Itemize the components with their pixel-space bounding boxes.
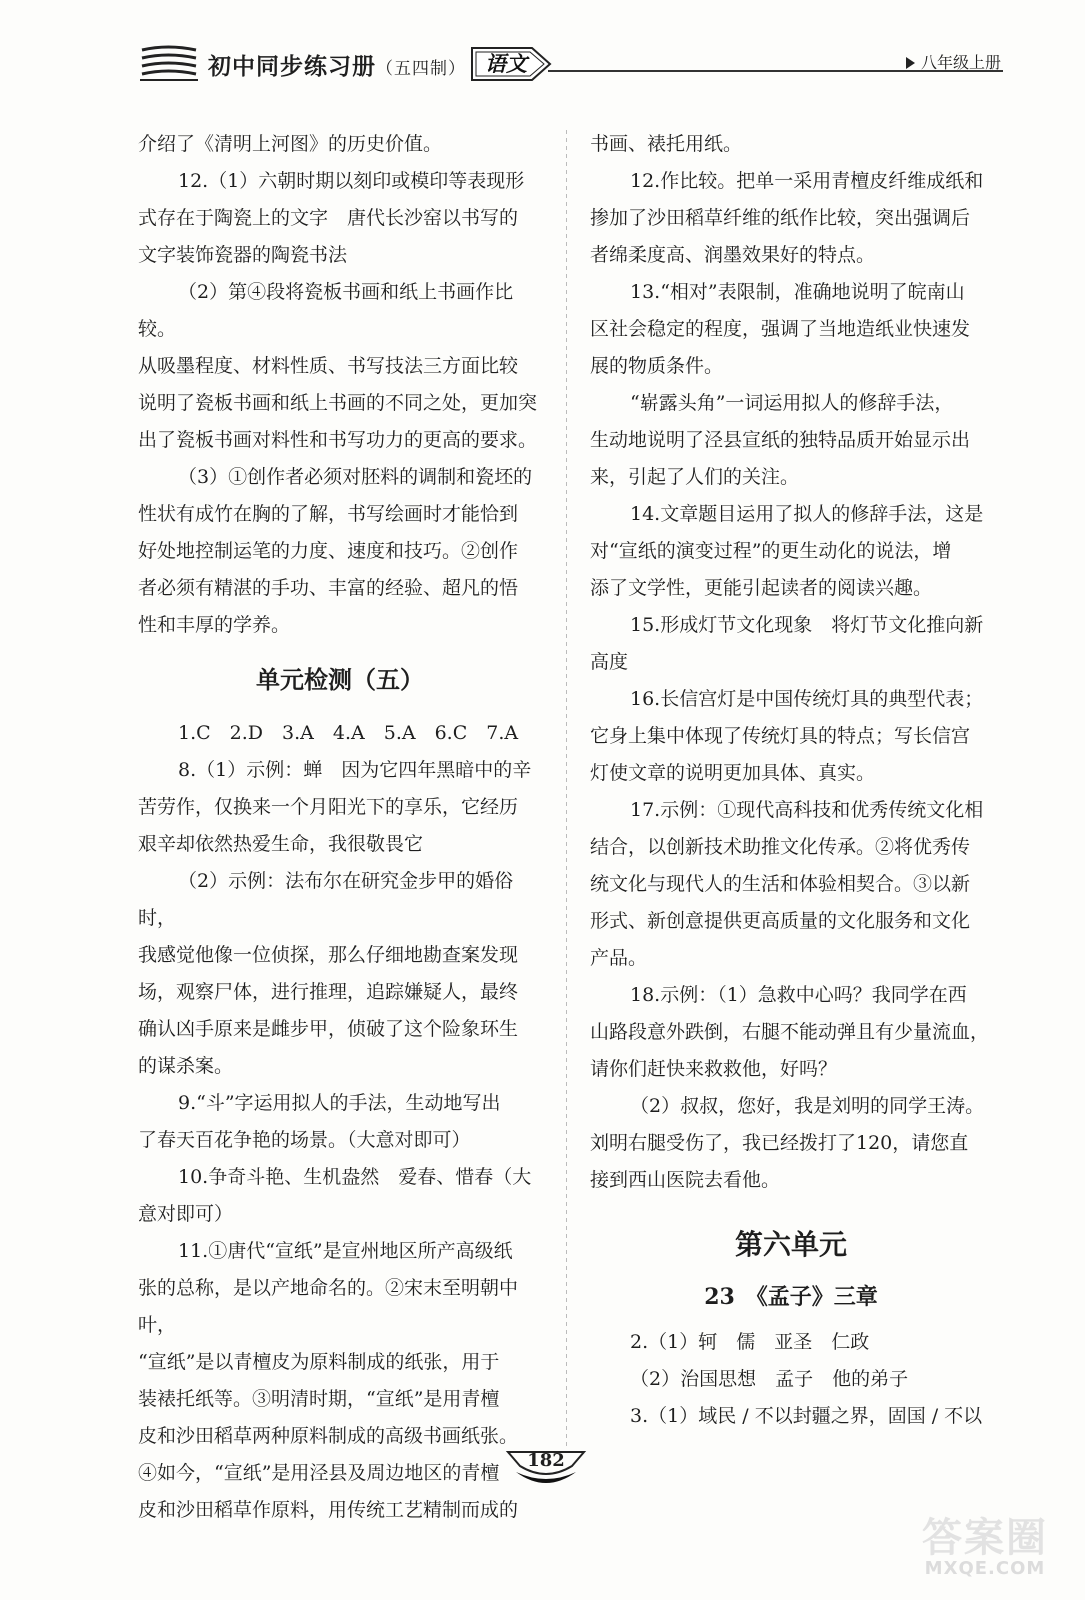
page-number: 182 (527, 1450, 565, 1471)
answer-line: 产品。 (590, 947, 648, 969)
page-number-badge (502, 1448, 590, 1492)
watermark-logo-text: 答案圈 (922, 1515, 1048, 1561)
answer-line: 统文化与现代人的生活和体验相契合。③以新 (590, 873, 971, 895)
answer-line: 添了文学性，更能引起读者的阅读兴趣。 (590, 577, 933, 599)
answer-line: 确认凶手原来是雌步甲，侦破了这个险象环生 (138, 1018, 519, 1040)
answer-line: （2）示例：法布尔在研究金步甲的婚俗时， (138, 870, 514, 929)
answer-line: 文字装饰瓷器的陶瓷书法 (138, 244, 348, 266)
answer-line: 12.作比较。把单一采用青檀皮纤维成纸和 (630, 170, 984, 192)
answer-line: 好处地控制运笔的力度、速度和技巧。②创作 (138, 540, 519, 562)
answer-line: 者必须有精湛的手功、丰富的经验、超凡的悟 (138, 577, 519, 599)
answer-line: 苦劳作，仅换来一个月阳光下的享乐，它经历 (138, 796, 519, 818)
answer-line: 我感觉他像一位侦探，那么仔细地勘查案发现 (138, 944, 519, 966)
answer-line: 意对即可） (138, 1203, 234, 1225)
answer-line: （2）叔叔，您好，我是刘明的同学王涛。 (630, 1095, 985, 1117)
answer-line: 从吸墨程度、材料性质、书写技法三方面比较 (138, 355, 519, 377)
right-column (590, 126, 992, 1435)
answer-line: 来，引起了人们的关注。 (590, 466, 800, 488)
answer-line: 形式、新创意提供更高质量的文化服务和文化 (590, 910, 971, 932)
answer-line: （2）第④段将瓷板书画和纸上书画作比较。 (138, 281, 514, 340)
answer-line: 说明了瓷板书画和纸上书画的不同之处，更加突 (138, 392, 538, 414)
book-title-text: 初中同步练习册 (208, 54, 376, 80)
answer-line: 的谋杀案。 (138, 1055, 234, 1077)
answer-line: 13.“相对”表限制，准确地说明了皖南山 (630, 281, 965, 303)
answer-line: 出了瓷板书画对料性和书写功力的更高的要求。 (138, 429, 538, 451)
section-heading: 单元检测（五） (256, 666, 424, 694)
answer-line: 书画、裱托用纸。 (590, 133, 743, 155)
lesson-heading: 23 《孟子》三章 (704, 1284, 878, 1310)
book-logo-icon (138, 44, 200, 84)
answer-line: 灯使文章的说明更加具体、真实。 (590, 762, 876, 784)
answer-line: 区社会稳定的程度，强调了当地造纸业快速发 (590, 318, 971, 340)
answer-line: 1.C 2.D 3.A 4.A 5.A 6.C 7.A (178, 722, 519, 744)
subject-label: 语文 (485, 52, 527, 76)
answer-line: 装裱托纸等。③明清时期，“宣纸”是用青檀 (138, 1388, 500, 1410)
answer-line: “崭露头角”一词运用拟人的修辞手法， (630, 392, 954, 414)
watermark-url-text: MXQE.COM (924, 1558, 1046, 1579)
answer-line: 张的总称，是以产地命名的。②宋末至明朝中叶， (138, 1277, 519, 1336)
subject-badge (470, 44, 552, 84)
answer-line: 了春天百花争艳的场景。（大意对即可） (138, 1129, 471, 1151)
answer-line: （3）①创作者必须对胚料的调制和瓷坯的 (178, 466, 533, 488)
answer-line: 17.示例：①现代高科技和优秀传统文化相 (630, 799, 984, 821)
answer-line: 掺加了沙田稻草纤维的纸作比较，突出强调后 (590, 207, 971, 229)
answer-line: 请你们赶快来救救他，好吗？ (590, 1058, 838, 1080)
answer-line: 10.争奇斗艳、生机盎然 爱春、惜春（大 (178, 1166, 532, 1188)
answer-line: 11.①唐代“宣纸”是宣州地区所产高级纸 (178, 1240, 513, 1262)
answer-line: 3.（1）域民 / 不以封疆之界，固国 / 不以 (630, 1405, 983, 1427)
answer-line: （2）治国思想 孟子 他的弟子 (630, 1368, 909, 1390)
grade-label (906, 50, 1001, 73)
answer-line: 它身上集中体现了传统灯具的特点；写长信宫 (590, 725, 971, 747)
answer-line: “宣纸”是以青檀皮为原料制成的纸张，用于 (138, 1351, 500, 1373)
answer-line: 生动地说明了泾县宣纸的独特品质开始显示出 (590, 429, 971, 451)
answer-line: 刘明右腿受伤了，我已经拨打了120，请您直 (590, 1132, 969, 1154)
answer-line: 12.（1）六朝时期以刻印或模印等表现形 (178, 170, 525, 192)
watermark (895, 1506, 1075, 1590)
answer-line: 对“宣纸的演变过程”的更生动化的说法，增 (590, 540, 952, 562)
answer-line: 2.（1）轲 儒 亚圣 仁政 (630, 1331, 870, 1353)
answer-line: 16.长信宫灯是中国传统灯具的典型代表； (630, 688, 984, 710)
answer-line: 性状有成竹在胸的了解，书写绘画时才能恰到 (138, 503, 519, 525)
page-header (0, 0, 1085, 100)
answer-line: 9.“斗”字运用拟人的手法，生动地写出 (178, 1092, 501, 1114)
answer-line: 皮和沙田稻草两种原料制成的高级书画纸张。 (138, 1425, 519, 1447)
book-edition: （五四制） (376, 59, 466, 79)
book-title (208, 48, 466, 81)
answer-line: 18.示例：（1）急救中心吗？我同学在西 (630, 984, 967, 1006)
answer-line: 接到西山医院去看他。 (590, 1169, 781, 1191)
answer-line: 15.形成灯节文化现象 将灯节文化推向新 (630, 614, 984, 636)
answer-line: 高度 (590, 651, 629, 673)
answer-line: 山路段意外跌倒，右腿不能动弹且有少量流血， (590, 1021, 990, 1043)
grade-text: 八年级上册 (921, 53, 1002, 72)
answer-line: 皮和沙田稻草作原料，用传统工艺精制而成的 (138, 1499, 519, 1521)
answer-line: 14.文章题目运用了拟人的修辞手法，这是 (630, 503, 984, 525)
answer-line: 场，观察尸体，进行推理，追踪嫌疑人，最终 (138, 981, 519, 1003)
column-divider (566, 130, 567, 1450)
answer-line: 8.（1）示例：蝉 因为它四年黑暗中的辛 (178, 759, 532, 781)
answer-line: 介绍了《清明上河图》的历史价值。 (138, 133, 443, 155)
triangle-right-icon (906, 57, 915, 69)
answer-line: 者绵柔度高、润墨效果好的特点。 (590, 244, 876, 266)
answer-line: 结合，以创新技术助推文化传承。②将优秀传 (590, 836, 971, 858)
answer-line: 展的物质条件。 (590, 355, 724, 377)
answer-line: 性和丰厚的学养。 (138, 614, 291, 636)
left-column (138, 126, 542, 1529)
answer-line: ④如今，“宣纸”是用泾县及周边地区的青檀 (138, 1462, 500, 1484)
answer-line: 艰辛却依然热爱生命，我很敬畏它 (138, 833, 424, 855)
answer-line: 式存在于陶瓷上的文字 唐代长沙窑以书写的 (138, 207, 519, 229)
unit-heading: 第六单元 (734, 1228, 847, 1261)
